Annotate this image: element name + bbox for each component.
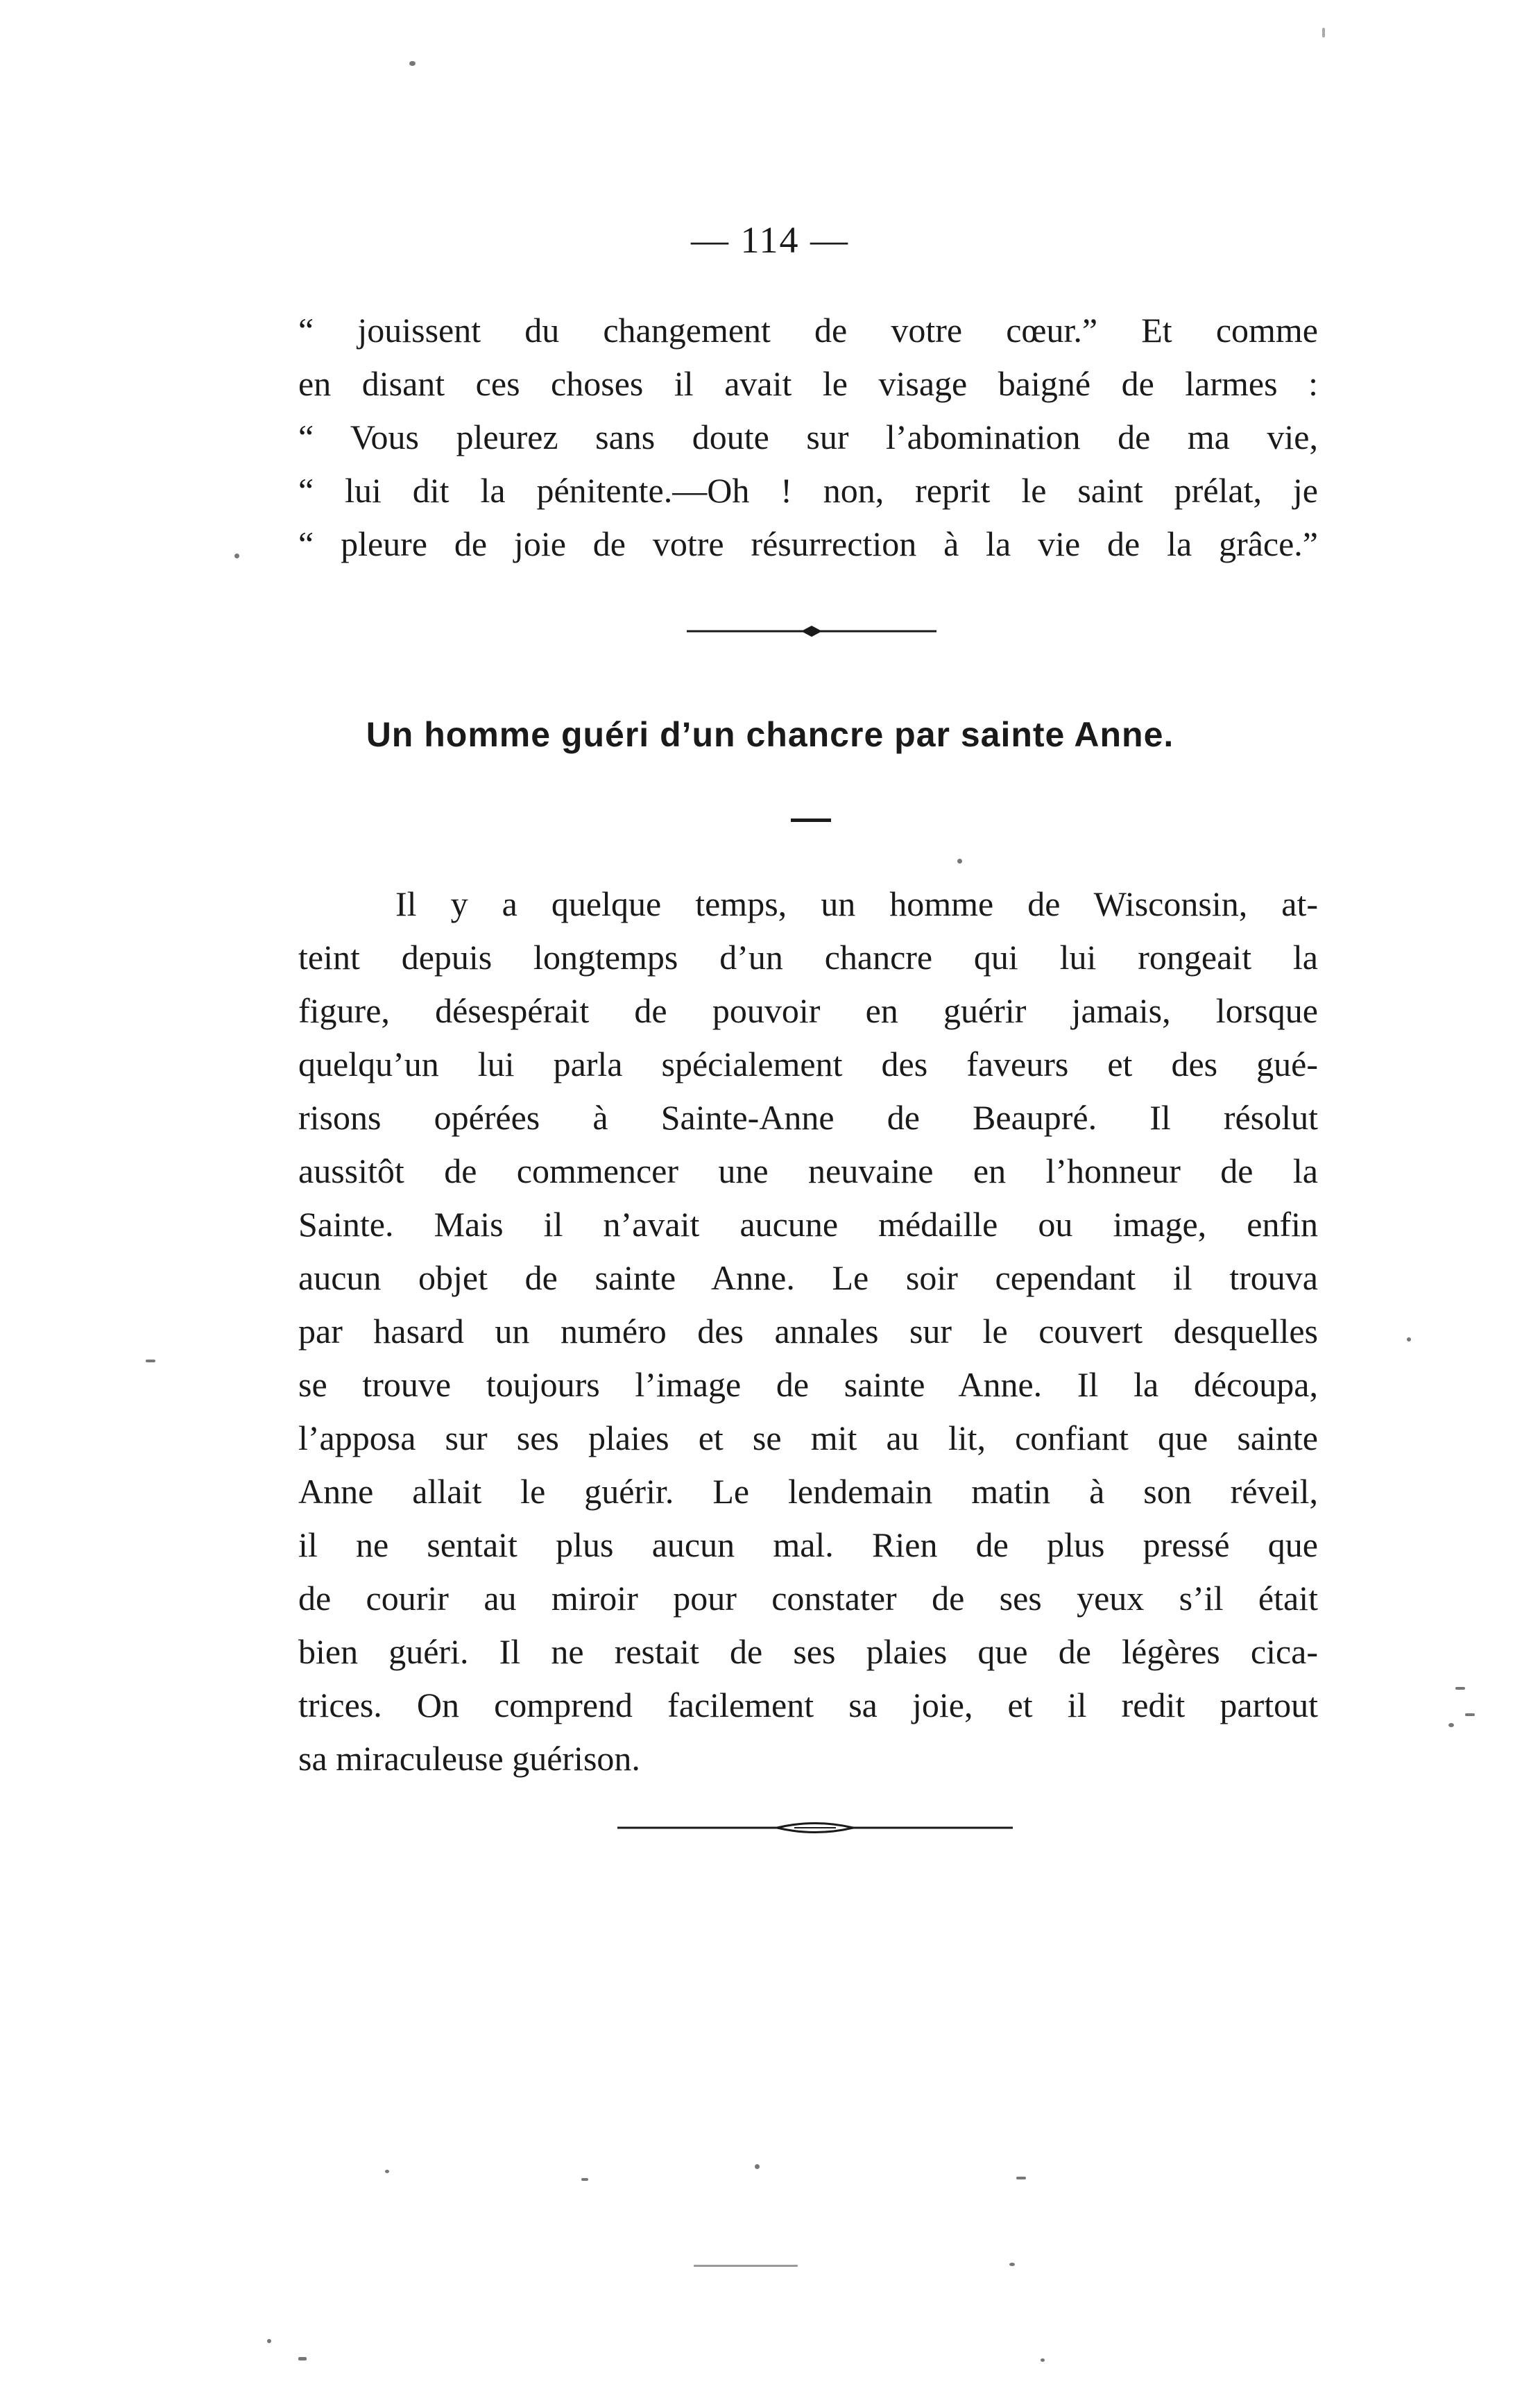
text-line: aucun objet de sainte Anne. Le soir cependant il trouva: [298, 1258, 1318, 1297]
section-title: Un homme guéri d’un chancre par sainte Anne.: [366, 715, 1174, 754]
continuation-text: [298, 304, 1318, 571]
text-line: se trouve toujours l’image de sainte Anne. Il la découpa,: [298, 1365, 1318, 1404]
end-divider-ornament: [617, 1817, 1013, 1838]
paper-speck: [409, 61, 416, 66]
paper-speck: [385, 2170, 389, 2173]
paper-speck: [581, 2178, 588, 2181]
paper-speck: [694, 2265, 798, 2267]
text-line: en disant ces choses il avait le visage baigné de larmes :: [298, 364, 1318, 403]
text-line: aussitôt de commencer une neuvaine en l’honneur de la: [298, 1151, 1318, 1190]
text-line: risons opérées à Sainte-Anne de Beaupré. Il résolut: [298, 1098, 1318, 1137]
paper-speck: [957, 859, 962, 864]
paper-speck: [1455, 1687, 1465, 1690]
text-line: Sainte. Mais il n’avait aucune médaille ou image, enfin: [298, 1205, 1318, 1244]
page-number: — 114 —: [691, 219, 849, 261]
text-line: l’apposa sur ses plaies et se mit au lit, confiant que sainte: [298, 1419, 1318, 1457]
text-line: trices. On comprend facilement sa joie, et il redit partout: [298, 1686, 1318, 1724]
text-line: Anne allait le guérir. Le lendemain matin à son réveil,: [298, 1472, 1318, 1511]
paper-speck: [1322, 28, 1325, 37]
text-line: figure, désespérait de pouvoir en guérir jamais, lorsque: [298, 991, 1318, 1030]
text-line: par hasard un numéro des annales sur le couvert desquelles: [298, 1312, 1318, 1351]
text-line: teint depuis longtemps d’un chancre qui lui rongeait la: [298, 938, 1318, 977]
text-line: “ lui dit la pénitente.—Oh ! non, reprit le saint prélat, je: [298, 471, 1318, 510]
text-line: il ne sentait plus aucun mal. Rien de plus pressé que: [298, 1525, 1318, 1564]
title-dash: [791, 819, 831, 822]
section-divider-ornament: [687, 621, 936, 642]
paper-speck: [1009, 2263, 1015, 2266]
text-line: “ Vous pleurez sans doute sur l’abomination de ma vie,: [298, 418, 1318, 456]
paper-speck: [1407, 1337, 1411, 1342]
text-line: quelqu’un lui parla spécialement des faveurs et des gué-: [298, 1045, 1318, 1083]
paper-speck: [298, 2357, 307, 2360]
paper-speck: [755, 2164, 760, 2169]
text-line: “ pleure de joie de votre résurrection à la vie de la grâce.”: [298, 524, 1318, 563]
text-line: bien guéri. Il ne restait de ses plaies que de légères cica-: [298, 1632, 1318, 1671]
text-line: “ jouissent du changement de votre cœur.” Et comme: [298, 311, 1318, 350]
paper-speck: [267, 2339, 271, 2343]
paper-speck: [1448, 1723, 1454, 1727]
body-text: [298, 877, 1318, 1785]
paper-speck: [234, 554, 239, 558]
text-line: sa miraculeuse guérison.: [298, 1739, 640, 1778]
text-line: de courir au miroir pour constater de ses yeux s’il était: [298, 1579, 1318, 1618]
paper-speck: [1465, 1713, 1475, 1716]
paper-speck: [1016, 2177, 1026, 2179]
paper-speck: [1041, 2358, 1045, 2362]
paper-speck: [146, 1360, 155, 1362]
text-line: Il y a quelque temps, un homme de Wisconsin, at-: [395, 884, 1318, 923]
